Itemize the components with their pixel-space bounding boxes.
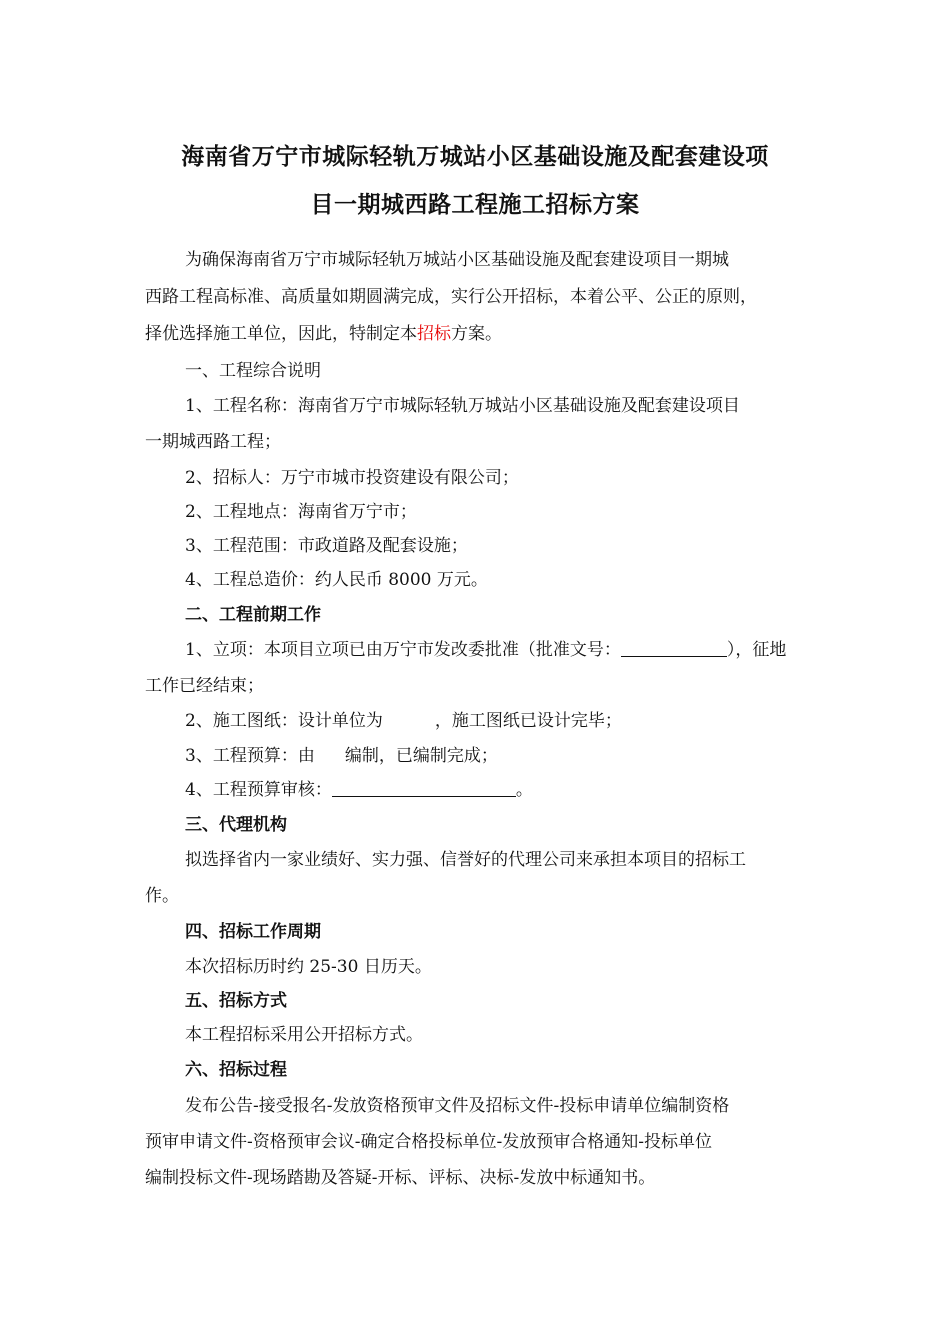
budget-review-blank	[332, 782, 516, 797]
approval-number-blank	[621, 642, 727, 657]
s3-line-1: 拟选择省内一家业绩好、实力强、信誉好的代理公司来承担本项目的招标工	[185, 850, 746, 870]
section-3-heading: 三、代理机构	[185, 815, 287, 835]
s2-item-2-text-b: ，施工图纸已设计完毕；	[434, 711, 622, 731]
intro-line-3-text-b: 方案。	[451, 324, 502, 344]
s2-item-3-text-a: 3、工程预算：由	[185, 746, 315, 766]
s2-item-2	[185, 713, 622, 730]
s4-text: 本次招标历时约 25-30 日历天。	[185, 957, 432, 977]
s2-item-2-text-a: 2、施工图纸：设计单位为	[185, 711, 383, 731]
s2-item-1-line-2: 工作已经结束；	[145, 676, 264, 696]
s6-line-1: 发布公告-接受报名-发放资格预审文件及招标文件-投标申请单位编制资格	[185, 1096, 730, 1116]
s2-item-4-text-b: 。	[515, 780, 533, 800]
s2-item-1-text-a: 1、立项：本项目立项已由万宁市发改委批准（批准文号：	[185, 640, 621, 660]
s1-item-1-line-1: 1、工程名称：海南省万宁市城际轻轨万城站小区基础设施及配套建设项目	[185, 396, 740, 416]
section-1-heading: 一、工程综合说明	[185, 361, 321, 381]
s1-item-3: 2、工程地点：海南省万宁市；	[185, 502, 417, 522]
s2-item-4-text-a: 4、工程预算审核：	[185, 780, 332, 800]
s5-text: 本工程招标采用公开招标方式。	[185, 1025, 423, 1045]
s1-item-5: 4、工程总造价：约人民币 8000 万元。	[185, 570, 488, 590]
section-5-heading: 五、招标方式	[185, 991, 287, 1011]
s2-item-3	[185, 748, 498, 765]
intro-line-3	[145, 326, 502, 343]
intro-line-1: 为确保海南省万宁市城际轻轨万城站小区基础设施及配套建设项目一期城	[185, 250, 729, 270]
section-6-heading: 六、招标过程	[185, 1060, 287, 1080]
s1-item-2: 2、招标人：万宁市城市投资建设有限公司；	[185, 468, 519, 488]
intro-highlight-text: 招标	[417, 324, 451, 344]
section-4-heading: 四、招标工作周期	[185, 922, 321, 942]
document-title-line-2: 目一期城西路工程施工招标方案	[310, 192, 640, 218]
s2-item-1-line-1	[185, 642, 786, 659]
section-2-heading: 二、工程前期工作	[185, 605, 321, 625]
s3-line-2: 作。	[145, 886, 179, 906]
document-title-line-1: 海南省万宁市城际轻轨万城站小区基础设施及配套建设项	[181, 144, 769, 170]
s1-item-1-line-2: 一期城西路工程；	[145, 432, 281, 452]
s1-item-4: 3、工程范围：市政道路及配套设施；	[185, 536, 468, 556]
s2-item-1-text-b: ），征地	[726, 640, 787, 660]
s6-line-3: 编制投标文件-现场踏勘及答疑-开标、评标、决标-发放中标通知书。	[145, 1168, 656, 1188]
s2-item-4	[185, 782, 533, 799]
intro-line-3-text-a: 择优选择施工单位，因此，特制定本	[145, 324, 417, 344]
s2-item-3-text-b: 编制，已编制完成；	[344, 746, 498, 766]
intro-line-2: 西路工程高标准、高质量如期圆满完成，实行公开招标，本着公平、公正的原则，	[145, 287, 757, 307]
s6-line-2: 预审申请文件-资格预审会议-确定合格投标单位-发放预审合格通知-投标单位	[145, 1132, 712, 1152]
